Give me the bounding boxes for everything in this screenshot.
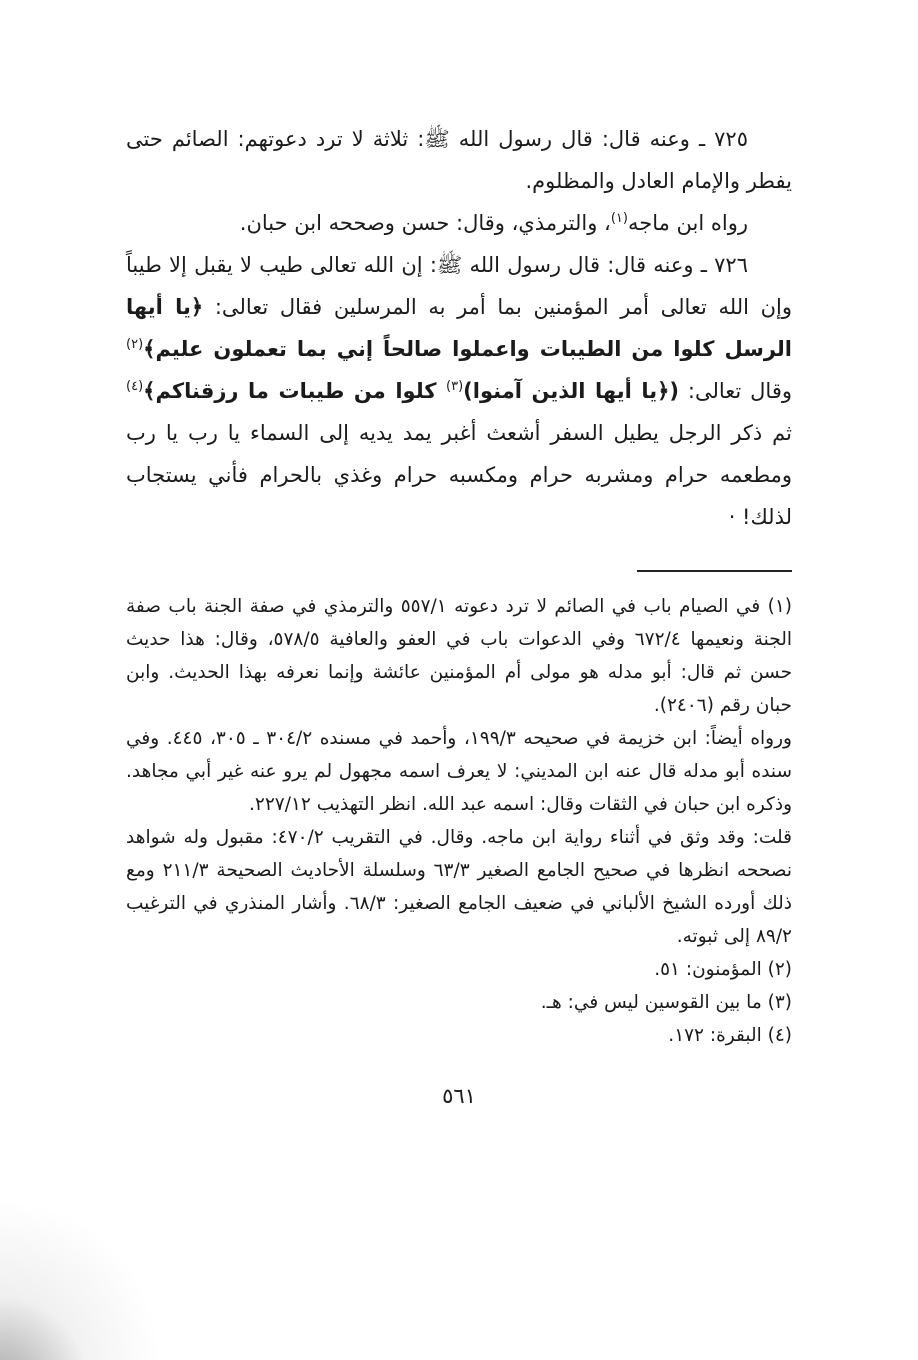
footnote-ref-4: (٤) <box>126 379 144 394</box>
footnote-1-text-3: قلت: وقد وثق في أثناء رواية ابن ماجه. وقال. في التقريب ٤٧٠/٢: مقبول وله شواهد نصححه انظرها في صحيح الجامع الصغير ٦٣/٣ وسلسلة الأحاديث الصحيحة ٢١١/٣ ومع ذلك أورده الشيخ الألباني في ضعيف الجامع الصغير: ٦٨/٣. وأشار المنذري في الترغيب ٨٩/٢ إلى ثبوته. <box>126 827 792 947</box>
footnote-ref-2: (٢) <box>126 337 144 352</box>
footnote-1-paragraph-1 <box>126 590 792 722</box>
quran-verse-2a: (﴿يا أيها الذين آمنوا) <box>463 379 680 403</box>
footnote-2-marker: (٢) <box>767 959 792 980</box>
hadith-725-text: ٧٢٥ ـ وعنه قال: قال رسول الله ﷺ: ثلاثة لا ترد دعوتهم: الصائم حتى يفطر والإمام العادل والمظلوم. <box>126 127 792 193</box>
hadith-726-tail: ثم ذكر الرجل يطيل السفر أشعث أغبر يمد يديه إلى السماء يا رب يا رب ومطعمه حرام ومشربه حرام ومكسبه حرام وغذي بالحرام فأني يستجاب لذلك! · <box>126 421 792 529</box>
footnote-4-marker: (٤) <box>767 1025 792 1046</box>
footnotes-block <box>126 590 792 1052</box>
footnote-3 <box>126 986 792 1019</box>
footnote-1-paragraph-3 <box>126 821 792 953</box>
hadith-725-source-line <box>126 202 792 244</box>
footnote-separator-rule <box>637 570 792 572</box>
quran-verse-2b: كلوا من طيبات ما رزقناكم﴾ <box>143 379 447 403</box>
footnote-3-marker: (٣) <box>767 992 792 1013</box>
footnote-4 <box>126 1019 792 1052</box>
quran-verse-1: ﴿يا أيها الرسل كلوا من الطيبات واعملوا صالحاً إني بما تعملون عليم﴾ <box>126 295 792 361</box>
hadith-725-paragraph <box>126 118 792 202</box>
page-number: ٥٦١ <box>442 1084 476 1108</box>
source-text: رواه ابن ماجه <box>627 211 748 235</box>
footnote-2 <box>126 953 792 986</box>
footnote-1-text-1: في الصيام باب في الصائم لا ترد دعوته ٥٥٧/١ والترمذي في صفة الجنة باب صفة الجنة ونعيمها ٦٧٢/٤ وفي الدعوات باب في العفو والعافية ٥٧٨/٥، وقال: هذا حديث حسن ثم قال: أبو مدله هو مولى أم المؤمنين عائشة وإنما نعرفه بهذا الحديث. وابن حبان رقم (٢٤٠٦). <box>126 596 792 716</box>
footnote-ref-1: (١) <box>610 211 628 226</box>
hadith-726-paragraph <box>126 244 792 538</box>
footnote-1-paragraph-2 <box>126 722 792 821</box>
hadith-726-mid: وقال تعالى: <box>679 379 792 403</box>
footnote-ref-3: (٣) <box>446 379 464 394</box>
footnote-2-text: المؤمنون: ٥١. <box>654 959 762 980</box>
footnote-4-text: البقرة: ١٧٢. <box>668 1025 762 1046</box>
footnote-1-marker: (١) <box>767 596 792 617</box>
main-text-block <box>126 118 792 538</box>
footnote-3-text: ما بين القوسين ليس في: هـ. <box>540 992 762 1013</box>
footnote-1-text-2: ورواه أيضاً: ابن خزيمة في صحيحه ١٩٩/٣، وأحمد في مسنده ٣٠٤/٢ ـ ٣٠٥، ٤٤٥. وفي سنده أبو مدله قال عنه ابن المديني: لا يعرف اسمه مجهول لم يرو عنه غير أبي مجاهد. وذكره ابن حبان في الثقات وقال: اسمه عبد الله. انظر التهذيب ٢٢٧/١٢. <box>126 728 792 815</box>
hadith-726-intro: ٧٢٦ ـ وعنه قال: قال رسول الله ﷺ: إن الله تعالى طيب لا يقبل إلا طيباً وإن الله تعالى أمر المؤمنين بما أمر به المرسلين فقال تعالى: <box>126 253 792 319</box>
source-text-cont: ، والترمذي، وقال: حسن وصححه ابن حبان. <box>239 211 611 235</box>
